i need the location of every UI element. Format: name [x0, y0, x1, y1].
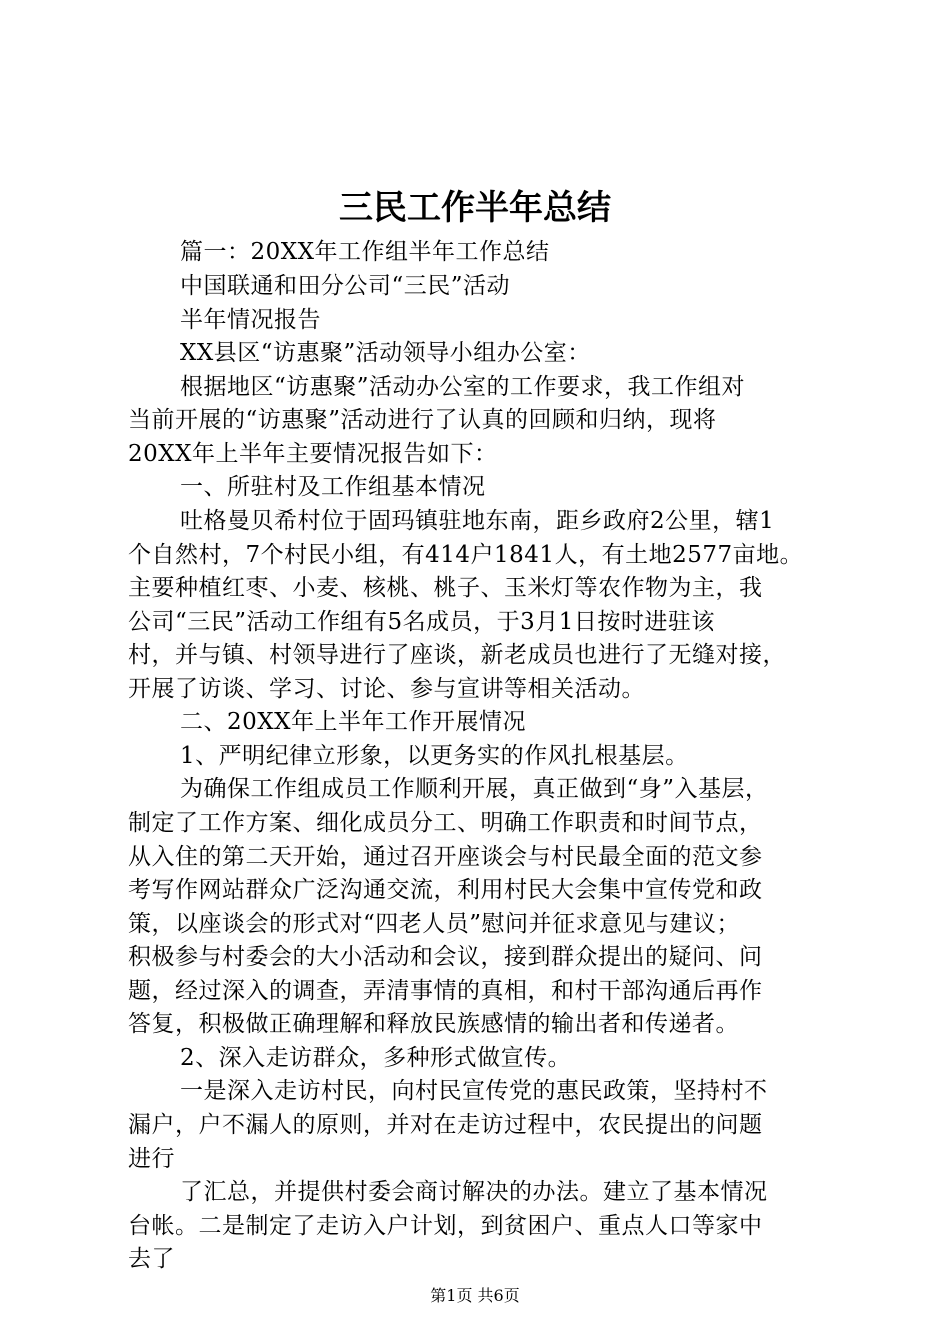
text-line: 篇一：20XX年工作组半年工作总结 — [180, 239, 550, 265]
page-number: 第1页 共6页 — [430, 1286, 520, 1305]
text-line: 吐格曼贝希村位于固玛镇驻地东南，距乡政府2公里，辖1 — [180, 508, 775, 534]
text-line: 个自然村，7个村民小组，有414户1841人，有土地2577亩地。 — [128, 542, 804, 568]
text-line: 题，经过深入的调查，弄清事情的真相，和村干部沟通后再作 — [128, 978, 763, 1004]
text-line: 从入住的第二天开始，通过召开座谈会与村民最全面的范文参 — [128, 844, 763, 870]
text-line: 2、深入走访群众，多种形式做宣传。 — [180, 1045, 572, 1071]
text-line: 半年情况报告 — [180, 307, 321, 333]
text-line: 当前开展的“访惠聚”活动进行了认真的回顾和归纳，现将 — [128, 407, 717, 433]
text-line: 漏户，户不漏人的原则，并对在走访过程中，农民提出的问题 — [128, 1112, 763, 1138]
text-line: 一是深入走访村民，向村民宣传党的惠民政策，坚持村不 — [180, 1078, 768, 1104]
text-line: 了汇总，并提供村委会商讨解决的办法。建立了基本情况 — [180, 1179, 768, 1205]
text-line: 1、严明纪律立形象，以更务实的作风扎根基层。 — [180, 743, 689, 769]
text-line: 二、20XX年上半年工作开展情况 — [180, 709, 527, 735]
text-line: 主要种植红枣、小麦、核桃、桃子、玉米灯等农作物为主，我 — [128, 575, 763, 601]
text-line: 台帐。二是制定了走访入户计划，到贫困户、重点人口等家中 — [128, 1213, 763, 1239]
text-line: 村，并与镇、村领导进行了座谈，新老成员也进行了无缝对接， — [128, 642, 786, 668]
text-line: 策，以座谈会的形式对“四老人员”慰问并征求意见与建议； — [128, 911, 741, 937]
text-line: 开展了访谈、学习、讨论、参与宣讲等相关活动。 — [128, 676, 645, 702]
text-line: 答复，积极做正确理解和释放民族感情的输出者和传递者。 — [128, 1011, 739, 1037]
text-line: 中国联通和田分公司“三民”活动 — [180, 273, 511, 299]
document-title: 三民工作半年总结 — [339, 188, 611, 228]
text-line: 制定了工作方案、细化成员分工、明确工作职责和时间节点， — [128, 810, 763, 836]
text-line: 一、所驻村及工作组基本情况 — [180, 474, 486, 500]
text-line: 积极参与村委会的大小活动和会议，接到群众提出的疑问、问 — [128, 944, 763, 970]
text-line: 20XX年上半年主要情况报告如下： — [128, 441, 498, 467]
text-line: 公司“三民”活动工作组有5名成员，于3月1日按时进驻该 — [128, 609, 715, 635]
text-line: XX县区“访惠聚”活动领导小组办公室： — [180, 340, 591, 366]
text-line: 去了 — [128, 1246, 175, 1272]
text-line: 根据地区“访惠聚”活动办公室的工作要求，我工作组对 — [180, 374, 746, 400]
text-line: 为确保工作组成员工作顺利开展，真正做到“身”入基层， — [180, 776, 769, 802]
text-line: 考写作网站群众广泛沟通交流，利用村民大会集中宣传党和政 — [128, 877, 763, 903]
text-line: 进行 — [128, 1146, 175, 1172]
